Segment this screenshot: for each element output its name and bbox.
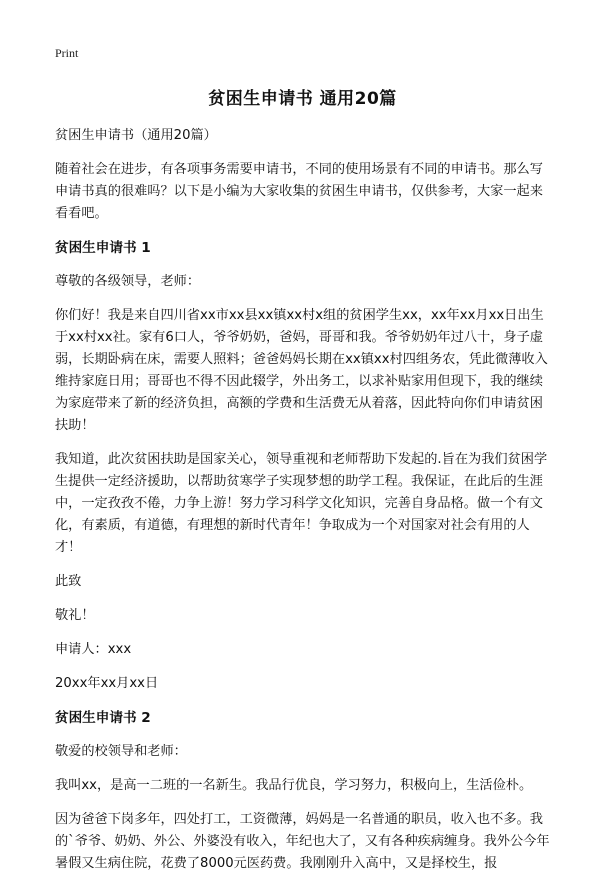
letter2-salutation: 敬爱的校领导和老师：: [55, 744, 187, 759]
letter1-closing-2: 敬礼！: [55, 608, 95, 623]
letter2-paragraph-2: 因为爸爸下岗多年，四处打工，工资微薄，妈妈是一名普通的职员，收入也不多。我的`爷爷、奶奶、外公、外婆没有收入，年纪也大了，又有各种疾病缠身。我外公今年暑假又生病住院，花费了8000元医药费。我刚刚升入高中，又是择校生，报: [55, 812, 550, 871]
letter1-paragraph-2: 我知道，此次贫困扶助是国家关心，领导重视和老师帮助下发起的.旨在为我们贫困学生提供一定经济援助，以帮助贫寒学子实现梦想的助学工程。我保证，在此后的生涯中，一定孜孜不倦，力争上游！努力学习科学文化知识，完善自身品格。做一个有文化，有素质，有道德，有理想的新时代青年！争取成为一个对国家对社会有用的人才！: [55, 452, 548, 555]
letter1-paragraph-1: 你们好！我是来自四川省xx市xx县xx镇xx村x组的贫困学生xx，xx年xx月xx日出生于xx村xx社。家有6口人，爷爷奶奶，爸妈，哥哥和我。爷爷奶奶年过八十，身子虚弱，长期卧病在床，需要人照料；爸爸妈妈长期在xx镇xx村四组务农，凭此微薄收入维持家庭日用；哥哥也不得不因此辍学，外出务工，以求补贴家用但现下，我的继续为家庭带来了新的经济负担，高额的学费和生活费无从着落，因此特向你们申请贫困扶助！: [55, 308, 548, 433]
letter2-paragraph-1: 我叫xx，是高一二班的一名新生。我品行优良，学习努力，积极向上，生活俭朴。: [55, 778, 533, 793]
letter1-heading: 贫困生申请书 1: [55, 240, 151, 256]
letter1-applicant: 申请人：xxx: [55, 642, 132, 657]
letter1-salutation: 尊敬的各级领导，老师：: [55, 274, 201, 289]
print-label: Print: [55, 46, 79, 60]
letter1-closing-1: 此致: [55, 574, 82, 589]
document-title: 贫困生申请书 通用20篇: [208, 89, 397, 109]
letter2-heading: 贫困生申请书 2: [55, 710, 151, 726]
document-subtitle: 贫困生申请书（通用20篇）: [55, 128, 217, 143]
intro-paragraph: 随着社会在进步，有各项事务需要申请书，不同的使用场景有不同的申请书。那么写申请书真的很难吗？以下是小编为大家收集的贫困生申请书，仅供参考，大家一起来看看吧。: [55, 162, 543, 221]
letter1-date: 20xx年xx月xx日: [55, 676, 159, 691]
